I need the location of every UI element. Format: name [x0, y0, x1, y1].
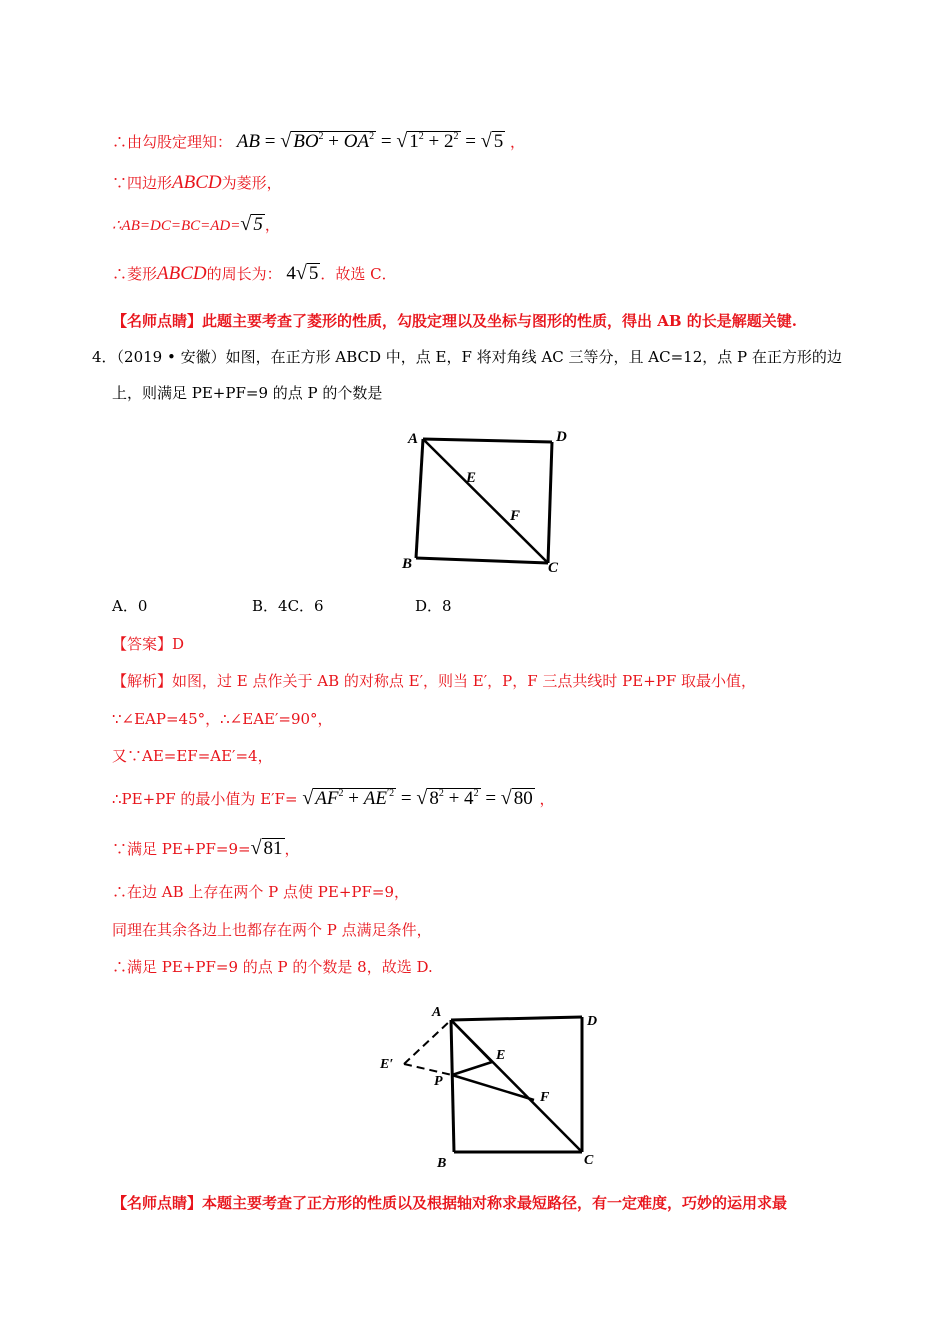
- label-e: E: [466, 470, 477, 486]
- dashed-ae-prime: [404, 1020, 451, 1064]
- figure-square-abcd: [398, 425, 568, 575]
- side-ad: [451, 1017, 582, 1020]
- step-text: ∴由勾股定理知：: [112, 133, 233, 151]
- label-b: B: [437, 1156, 447, 1171]
- step-equal-sides: ∴AB=DC=BC=AD=√ 5 ，: [112, 213, 280, 235]
- label-f: F: [540, 1090, 550, 1105]
- step-pythagoras: ∴由勾股定理知： AB = √ $BO^2 + OA^2$ = √ $1^2 + 2^2$ = √ 5 ，: [112, 130, 525, 152]
- label-d: D: [587, 1014, 598, 1029]
- label-a: A: [408, 431, 419, 447]
- step-rhombus: ∵四边形ABCD为菱形，: [112, 172, 282, 193]
- side-cb: [416, 558, 548, 563]
- segment-pe: [452, 1062, 492, 1075]
- side-ad: [423, 439, 552, 442]
- label-a: A: [432, 1005, 442, 1020]
- label-c: C: [548, 560, 559, 575]
- dashed-e-prime-p: [404, 1064, 452, 1075]
- analysis-line5: ∵满足 PE+PF=9=√ 81 ，: [112, 837, 300, 859]
- option-b-c: B．4C．6: [252, 597, 324, 615]
- math-perimeter: 4√ 5: [286, 262, 319, 284]
- teacher-tip-1: 【名师点睛】此题主要考查了菱形的性质，勾股定理以及坐标与图形的性质，得出 AB 的长是解题关键.: [112, 312, 798, 330]
- label-f: F: [510, 508, 521, 524]
- question-4-line2: 上，则满足 PE+PF=9 的点 P 的个数是: [112, 384, 383, 402]
- math-min-value: √ $AF^2 + AE^{'2}$ = √ $8^2 + 4^2$ = √ 80: [302, 787, 533, 809]
- label-e-prime: E′: [380, 1057, 394, 1072]
- analysis-line6: ∴在边 AB 上存在两个 P 点使 PE+PF=9，: [112, 883, 410, 901]
- label-d: D: [556, 429, 567, 445]
- analysis-line8: ∴满足 PE+PF=9 的点 P 的个数是 8，故选 D.: [112, 958, 433, 976]
- side-dc: [548, 442, 552, 563]
- side-ba: [451, 1020, 454, 1152]
- analysis-line3: 又∵AE=EF=AE′=4，: [112, 747, 273, 765]
- figure-symmetry: [372, 1000, 612, 1172]
- analysis-line4: ∴PE+PF 的最小值为 E′F= √ $AF^2 + AE^{'2}$ = √ $8^2 + 4^2$ = √ 80 ，: [112, 787, 555, 809]
- option-d: D．8: [415, 597, 452, 615]
- step-perimeter: ∴菱形ABCD的周长为： 4√ 5 ．故选 C．: [112, 262, 397, 284]
- math-root-81: √ 81: [250, 837, 283, 859]
- analysis-line7: 同理在其余各边上也都存在两个 P 点满足条件，: [112, 921, 432, 939]
- analysis-line2: ∵∠EAP=45°，∴∠EAE′=90°，: [112, 710, 333, 728]
- math-formula-ab: AB = √ $BO^2 + OA^2$ = √ $1^2 + 2^2$ = √ 5: [236, 130, 504, 152]
- question-4-line1: 4．（2019 • 安徽）如图，在正方形 ABCD 中，点 E，F 将对角线 AC 三等分，且 AC=12，点 P 在正方形的边: [92, 348, 842, 366]
- segment-ae: [451, 1020, 492, 1062]
- side-ba: [416, 439, 423, 558]
- label-b: B: [402, 556, 413, 572]
- diagonal-ac: [423, 439, 548, 563]
- teacher-tip-2: 【名师点睛】本题主要考查了正方形的性质以及根据轴对称求最短路径，有一定难度，巧妙的运用求最: [112, 1194, 788, 1212]
- label-p: P: [434, 1074, 443, 1089]
- label-e: E: [496, 1048, 506, 1063]
- analysis-line1: 【解析】如图，过 E 点作关于 AB 的对称点 E′，则当 E′，P，F 三点共线时 PE+PF 取最小值，: [112, 672, 757, 690]
- option-a: A．0: [112, 597, 148, 615]
- segment-pf: [452, 1075, 534, 1100]
- math-root: √ 5: [240, 213, 263, 235]
- label-c: C: [584, 1153, 594, 1168]
- answer: 【答案】D: [112, 635, 185, 653]
